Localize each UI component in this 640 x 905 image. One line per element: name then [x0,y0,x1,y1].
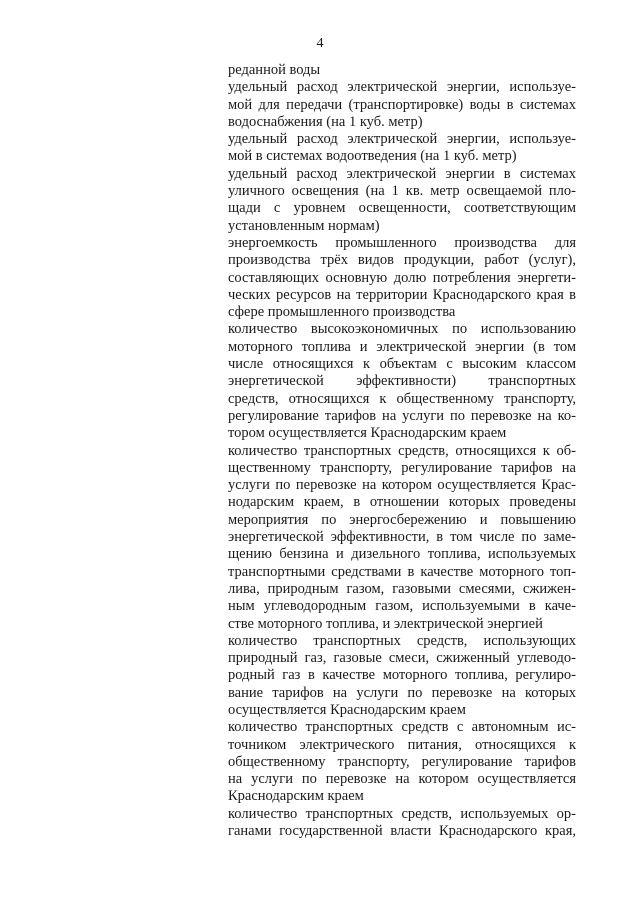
text-line: производства трёх видов продукции, работ (услуг), [228,252,576,269]
text-line: уличного освещения (на 1 кв. метр освещаемой пло- [228,183,576,200]
text-line: количество высокоэкономичных по использованию [228,321,576,338]
text-line: услуги по перевозке на котором осуществляется Крас- [228,477,576,494]
text-line: точником электрического питания, относящихся к [228,736,576,753]
text-line: нодарским краем, в отношении которых проведены [228,494,576,511]
text-line: на услуги по перевозке на котором осуществляется [228,771,576,788]
text-line: количество транспортных средств с автономным ис- [228,719,576,736]
text-line: количество транспортных средств, используемых ор- [228,805,576,822]
text-line: мой для передачи (транспортировке) воды в системах [228,96,576,113]
text-line: ным углеводородным газом, используемыми в каче- [228,598,576,615]
text-line: числе относящихся к объектам с высоким классом [228,356,576,373]
text-line: Краснодарским краем [228,788,364,805]
text-line: ганами государственной власти Краснодарского края, [228,823,576,840]
text-line: регулирование тарифов на услуги по перевозке на ко- [228,407,576,424]
text-line: составляющих основную долю потребления энергети- [228,269,576,286]
text-line: мой в системах водоотведения (на 1 куб. метр) [228,148,517,165]
text-line: удельный расход электрической энергии, используе- [228,79,576,96]
text-line: ческих ресурсов на территории Краснодарского края в [228,286,576,303]
text-line: энергетической эффективности, в том числе по заме- [228,529,576,546]
text-line: природный газ, газовые смеси, сжиженный углеводо- [228,650,576,667]
page-number: 4 [316,36,324,51]
text-line: сфере промышленного производства [228,304,456,321]
text-line: средств, относящихся к общественному транспорту, [228,390,576,407]
text-line: количество транспортных средств, относящихся к об- [228,442,576,459]
text-line: удельный расход электрической энергии в системах [228,165,576,182]
text-line: моторного топлива и электрической энергии (в том [228,338,576,355]
text-line: лива, природным газом, газовыми смесями, сжижен- [228,580,576,597]
text-line: щественному транспорту, регулирование тарифов на [228,459,576,476]
text-line: вание тарифов на услуги по перевозке на которых [228,684,576,701]
text-line: щению бензина и дизельного топлива, используемых [228,546,576,563]
text-line: энергетической эффективности) транспортных [228,373,576,390]
text-line: родный газ в качестве моторного топлива, регулиро- [228,667,576,684]
text-line: установленным нормам) [228,217,380,234]
text-line: общественному транспорту, регулирование тарифов [228,753,576,770]
text-line: удельный расход электрической энергии, используе- [228,131,576,148]
document-body [228,62,576,840]
text-line: осуществляется Краснодарским краем [228,701,466,718]
text-line: щади с уровнем освещенности, соответствующим [228,200,576,217]
text-line: тором осуществляется Краснодарским краем [228,425,507,442]
text-line: стве моторного топлива, и электрической энергией [228,615,543,632]
text-line: транспортными средствами в качестве моторного топ- [228,563,576,580]
text-line: водоснабжения (на 1 куб. метр) [228,113,423,130]
text-line: реданной воды [228,62,321,78]
text-line: энергоемкость промышленного производства для [228,234,576,251]
text-line: количество транспортных средств, использующих [228,632,576,649]
text-line: мероприятия по энергосбережению и повышению [228,511,576,528]
